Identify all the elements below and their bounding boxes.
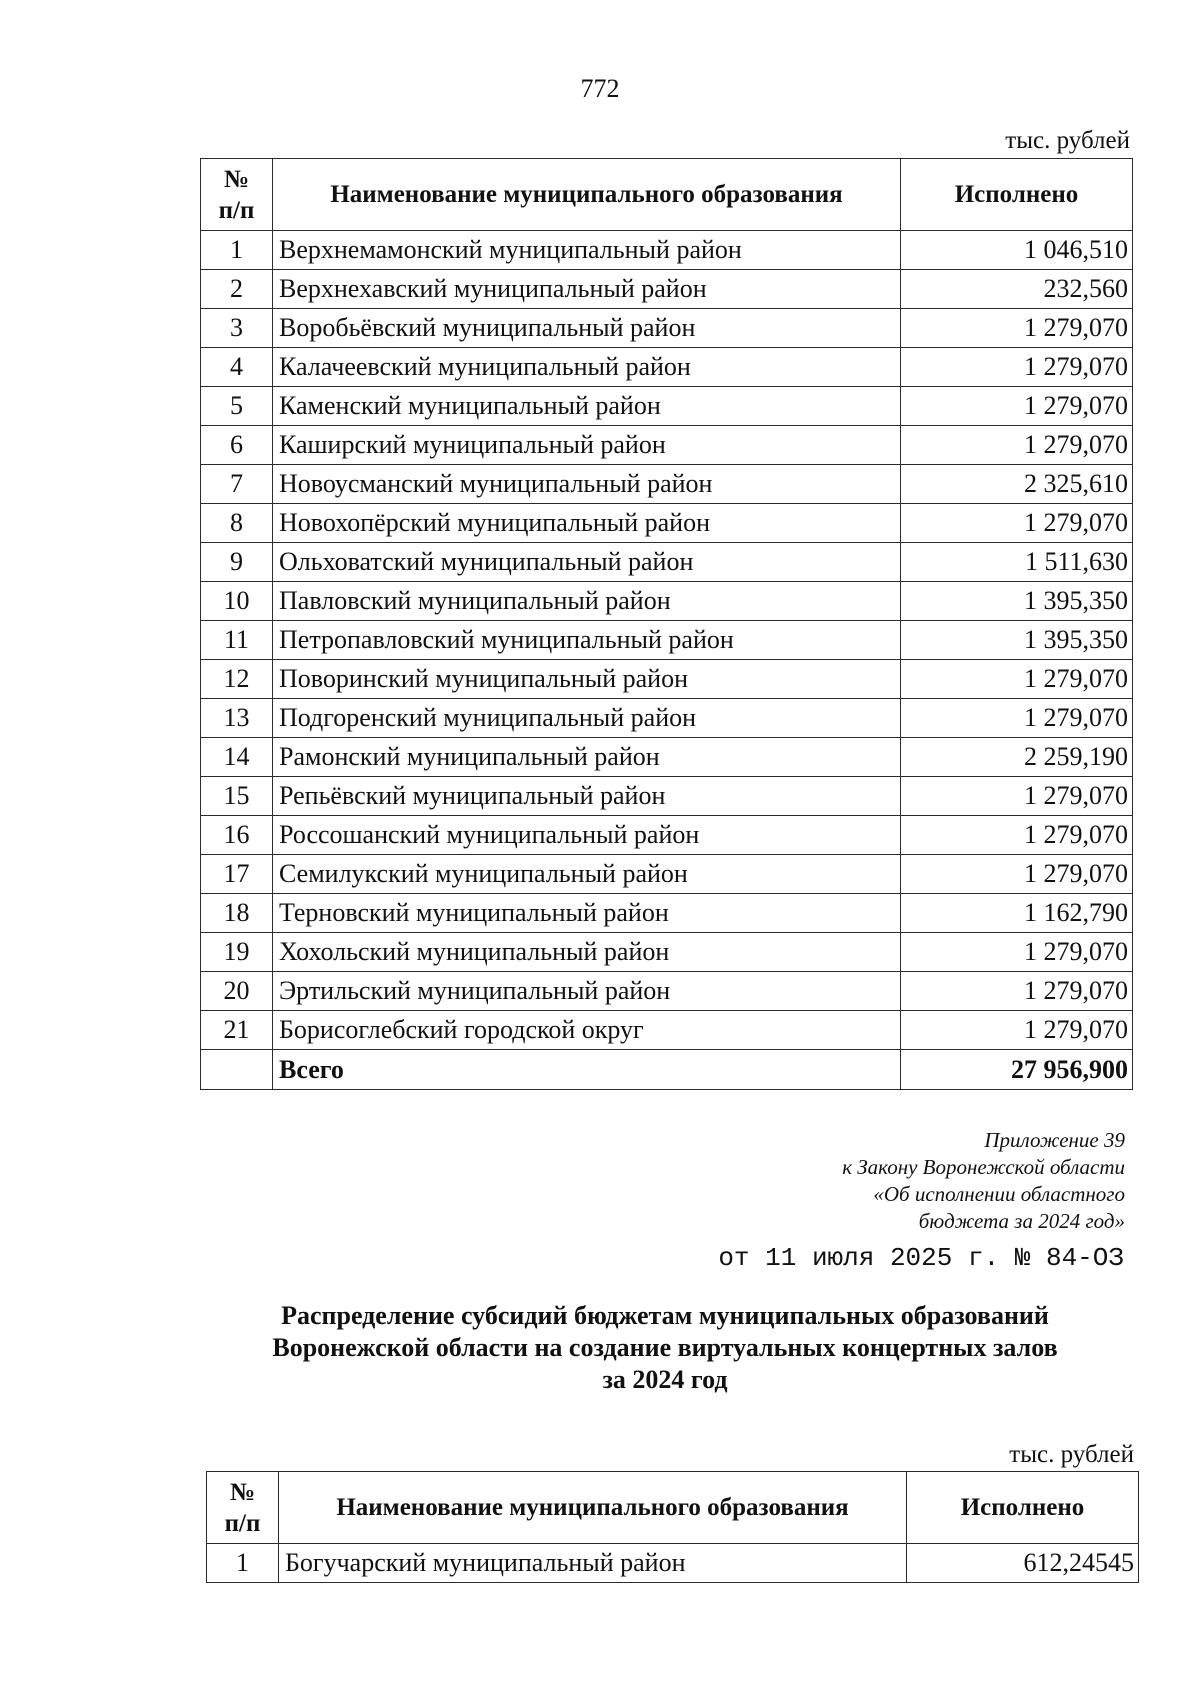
row-number: 13: [201, 699, 273, 738]
row-number: 9: [201, 543, 273, 582]
row-number: 11: [201, 621, 273, 660]
municipality-name: Каменский муниципальный район: [273, 387, 901, 426]
municipality-name: Петропавловский муниципальный район: [273, 621, 901, 660]
table-row: [201, 777, 1133, 816]
row-number: 8: [201, 504, 273, 543]
amount-value: 1 279,070: [901, 699, 1133, 738]
row-number: 17: [201, 855, 273, 894]
appendix-line-3: «Об исполнении областного: [873, 1182, 1125, 1206]
municipality-name: Верхнехавский муниципальный район: [273, 270, 901, 309]
table-row: [201, 231, 1133, 270]
unit-label-table2: тыс. рублей: [1009, 1441, 1134, 1468]
municipality-name: Рамонский муниципальный район: [273, 738, 901, 777]
table-row: [201, 972, 1133, 1011]
column-header-number: [207, 1472, 279, 1544]
amount-value: 1 279,070: [901, 855, 1133, 894]
table-row: [201, 699, 1133, 738]
row-number: 3: [201, 309, 273, 348]
table-row: [201, 816, 1133, 855]
table-row: [201, 894, 1133, 933]
table-row: [201, 387, 1133, 426]
document-title: [0, 1300, 1200, 1396]
municipality-name: Новохопёрский муниципальный район: [273, 504, 901, 543]
municipality-name: Верхнемамонский муниципальный район: [273, 231, 901, 270]
column-header-name: Наименование муниципального образования: [279, 1472, 907, 1544]
row-number: 18: [201, 894, 273, 933]
table-row: [201, 270, 1133, 309]
appendix-line-4: бюджета за 2024 год»: [918, 1209, 1125, 1233]
municipality-name: Эртильский муниципальный район: [273, 972, 901, 1011]
table-row: [201, 1011, 1133, 1050]
amount-value: 1 279,070: [901, 309, 1133, 348]
row-number: 1: [201, 231, 273, 270]
total-number-cell: [201, 1050, 273, 1090]
amount-value: 1 046,510: [901, 231, 1133, 270]
table-row: [201, 582, 1133, 621]
decree-date-number: от 11 июля 2025 г. № 84-ОЗ: [718, 1243, 1124, 1273]
total-row: [201, 1050, 1133, 1090]
row-number: 5: [201, 387, 273, 426]
table-row: [201, 543, 1133, 582]
amount-value: 1 279,070: [901, 816, 1133, 855]
municipality-name: Поворинский муниципальный район: [273, 660, 901, 699]
column-header-name: Наименование муниципального образования: [273, 159, 901, 231]
municipality-name: Семилукский муниципальный район: [273, 855, 901, 894]
row-number: 10: [201, 582, 273, 621]
amount-value: 1 395,350: [901, 621, 1133, 660]
municipality-name: Ольховатский муниципальный район: [273, 543, 901, 582]
table-row: [201, 309, 1133, 348]
amount-value: 1 162,790: [901, 894, 1133, 933]
table-row: [201, 426, 1133, 465]
municipality-name: Хохольский муниципальный район: [273, 933, 901, 972]
number-header-line-1: №: [223, 165, 250, 193]
amount-value: 1 511,630: [901, 543, 1133, 582]
table-row: [201, 660, 1133, 699]
title-line-3: за 2024 год: [602, 1365, 728, 1394]
amount-value: 1 279,070: [901, 660, 1133, 699]
total-amount: 27 956,900: [901, 1050, 1133, 1090]
row-number: 7: [201, 465, 273, 504]
table-header-row: [207, 1472, 1139, 1544]
amount-value: 232,560: [901, 270, 1133, 309]
table-row: [201, 855, 1133, 894]
amount-value: 1 279,070: [901, 933, 1133, 972]
amount-value: 1 279,070: [901, 777, 1133, 816]
amount-value: 1 279,070: [901, 1011, 1133, 1050]
number-header-line-2: п/п: [218, 196, 255, 224]
row-number: 12: [201, 660, 273, 699]
municipality-name: Новоусманский муниципальный район: [273, 465, 901, 504]
amount-value: 1 279,070: [901, 426, 1133, 465]
subsidy-table-1: [200, 158, 1133, 1090]
municipality-name: Воробьёвский муниципальный район: [273, 309, 901, 348]
page-number: 772: [580, 74, 620, 103]
number-header-line-1: №: [229, 1478, 256, 1506]
amount-value: 1 279,070: [901, 972, 1133, 1011]
municipality-name: Репьёвский муниципальный район: [273, 777, 901, 816]
appendix-line-1: Приложение 39: [984, 1128, 1125, 1152]
table-row: [201, 738, 1133, 777]
row-number: 15: [201, 777, 273, 816]
municipality-name: Борисоглебский городской округ: [273, 1011, 901, 1050]
amount-value: 1 279,070: [901, 504, 1133, 543]
municipality-name: Богучарский муниципальный район: [279, 1544, 907, 1583]
row-number: 16: [201, 816, 273, 855]
appendix-line-2: к Закону Воронежской области: [842, 1155, 1125, 1179]
table-row: [207, 1544, 1139, 1583]
table-header-row: [201, 159, 1133, 231]
amount-value: 1 279,070: [901, 348, 1133, 387]
column-header-amount: Исполнено: [901, 159, 1133, 231]
municipality-name: Павловский муниципальный район: [273, 582, 901, 621]
table-row: [201, 348, 1133, 387]
municipality-name: Подгоренский муниципальный район: [273, 699, 901, 738]
municipality-name: Калачеевский муниципальный район: [273, 348, 901, 387]
table-row: [201, 504, 1133, 543]
title-line-1: Распределение субсидий бюджетам муниципальных образований: [281, 1301, 1049, 1330]
column-header-amount: Исполнено: [907, 1472, 1139, 1544]
total-label: Всего: [273, 1050, 901, 1090]
row-number: 20: [201, 972, 273, 1011]
amount-value: 1 395,350: [901, 582, 1133, 621]
row-number: 1: [207, 1544, 279, 1583]
subsidy-table-2: [206, 1471, 1139, 1583]
table-row: [201, 621, 1133, 660]
row-number: 2: [201, 270, 273, 309]
municipality-name: Терновский муниципальный район: [273, 894, 901, 933]
amount-value: 1 279,070: [901, 387, 1133, 426]
title-line-2: Воронежской области на создание виртуальных концертных залов: [272, 1333, 1058, 1362]
appendix-reference: [842, 1127, 1125, 1235]
unit-label-table1: тыс. рублей: [1005, 127, 1130, 154]
row-number: 6: [201, 426, 273, 465]
row-number: 4: [201, 348, 273, 387]
row-number: 21: [201, 1011, 273, 1050]
amount-value: 2 259,190: [901, 738, 1133, 777]
municipality-name: Россошанский муниципальный район: [273, 816, 901, 855]
table-row: [201, 933, 1133, 972]
row-number: 19: [201, 933, 273, 972]
amount-value: 2 325,610: [901, 465, 1133, 504]
municipality-name: Каширский муниципальный район: [273, 426, 901, 465]
row-number: 14: [201, 738, 273, 777]
number-header-line-2: п/п: [224, 1509, 261, 1537]
table-row: [201, 465, 1133, 504]
column-header-number: [201, 159, 273, 231]
amount-value: 612,24545: [907, 1544, 1139, 1583]
